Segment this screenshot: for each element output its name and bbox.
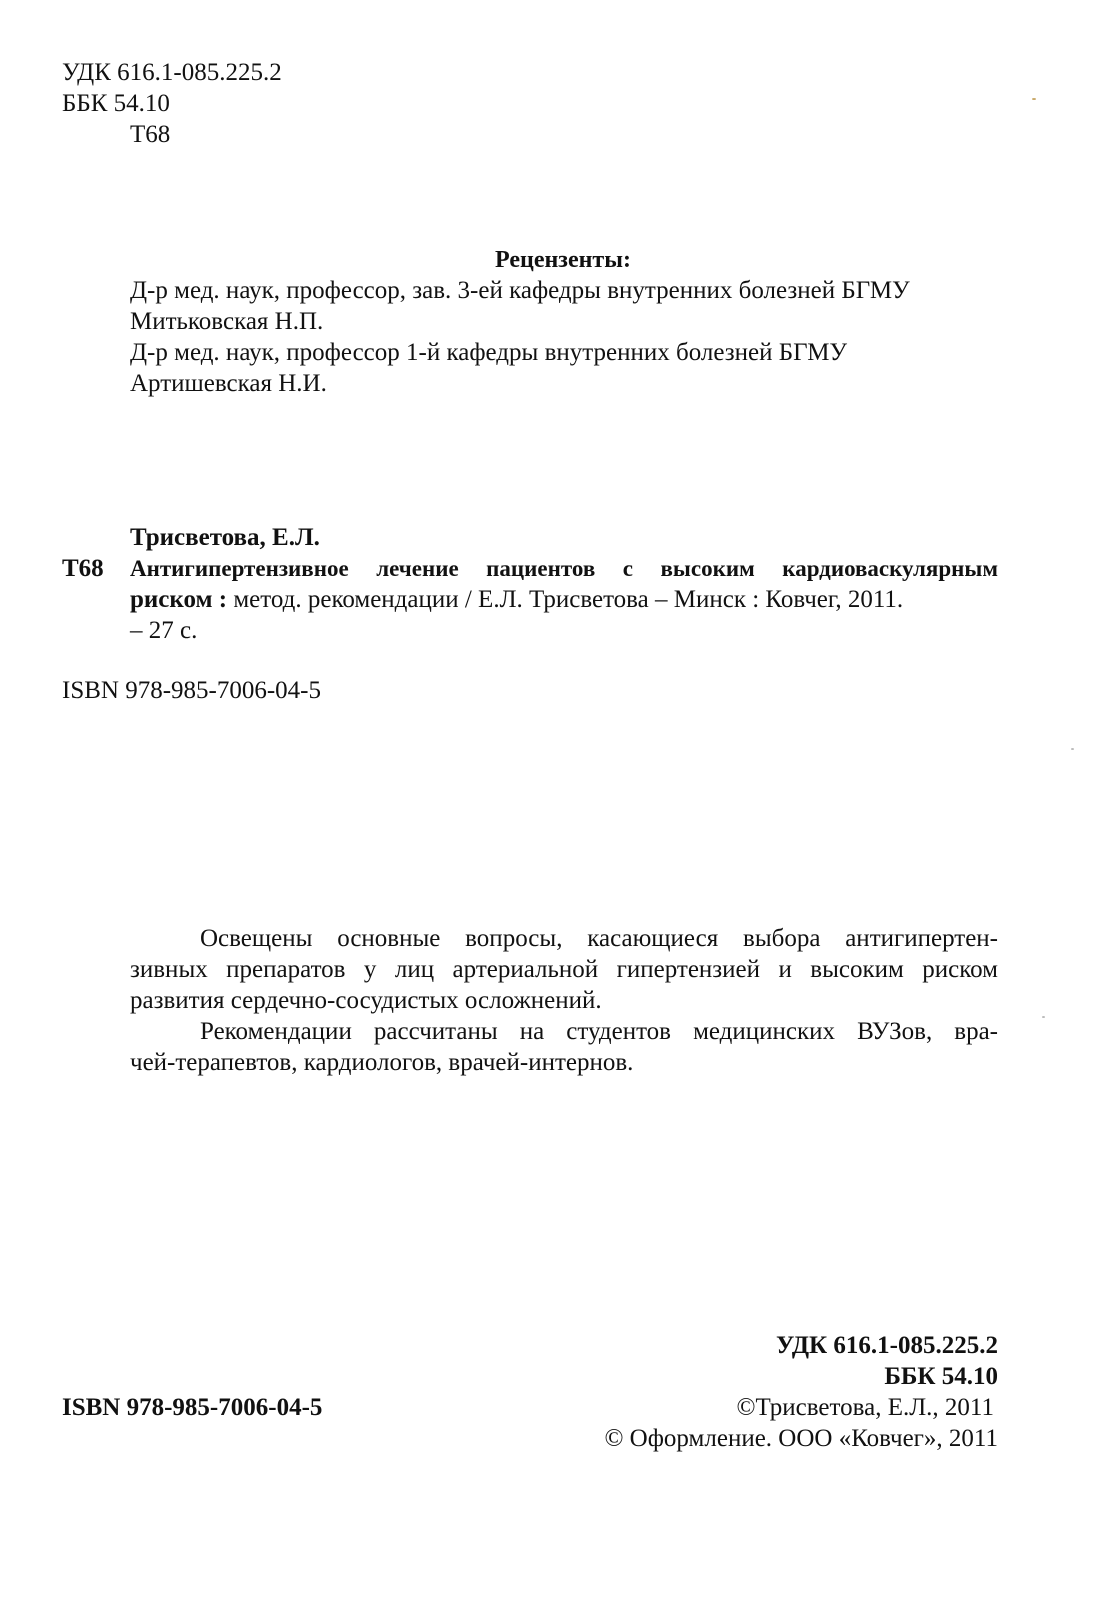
footer-bbk: ББК 54.10	[884, 1363, 998, 1390]
annotation-line-2: зивных препаратов у лиц артериальной гипертензией и высоким риском	[130, 956, 998, 983]
annotation-line-3: развития сердечно-сосудистых осложнений.	[130, 987, 602, 1014]
entry-author: Трисветова, Е.Л.	[130, 524, 320, 551]
footer-isbn: ISBN 978-985-7006-04-5	[62, 1394, 323, 1421]
reviewer-1-name: Митьковская Н.П.	[130, 308, 324, 335]
scan-speck	[1071, 748, 1074, 750]
footer-udk: УДК 616.1-085.225.2	[776, 1332, 998, 1359]
copyright-design: © Оформление. ООО «Ковчег», 2011	[604, 1425, 998, 1452]
reviewer-2-position: Д-р мед. наук, профессор 1-й кафедры внутренних болезней БГМУ	[130, 339, 848, 366]
entry-title-line-2	[130, 585, 998, 615]
entry-title-end: риском :	[130, 586, 228, 613]
reviewers-heading: Рецензенты:	[495, 247, 631, 273]
entry-title-line-1: Антигипертензивное лечение пациентов с высоким кардиоваскулярным	[130, 556, 998, 581]
reviewer-2-name: Артишевская Н.И.	[130, 370, 327, 397]
reviewer-1-position: Д-р мед. наук, профессор, зав. 3-ей кафедры внутренних болезней БГМУ	[130, 277, 910, 304]
entry-publication-info: метод. рекомендации / Е.Л. Трисветова – Минск : Ковчег, 2011.	[227, 586, 904, 613]
scan-speck	[1042, 1016, 1045, 1018]
copyright-author: ©Трисветова, Е.Л., 2011	[736, 1394, 994, 1421]
annotation-line-4: Рекомендации рассчитаны на студентов медицинских ВУЗов, вра-	[200, 1018, 998, 1045]
annotation-line-1: Освещены основные вопросы, касающиеся выбора антигипертен-	[200, 925, 998, 952]
author-sign-code: Т68	[130, 121, 171, 148]
annotation-line-5: чей-терапевтов, кардиологов, врачей-интернов.	[130, 1049, 634, 1076]
udk-code: УДК 616.1-085.225.2	[62, 59, 282, 86]
scan-speck	[1032, 98, 1036, 100]
bbk-code: ББК 54.10	[62, 90, 170, 117]
entry-pages: – 27 с.	[130, 617, 198, 644]
entry-isbn: ISBN 978-985-7006-04-5	[62, 677, 322, 704]
entry-sign-code: Т68	[62, 555, 104, 582]
